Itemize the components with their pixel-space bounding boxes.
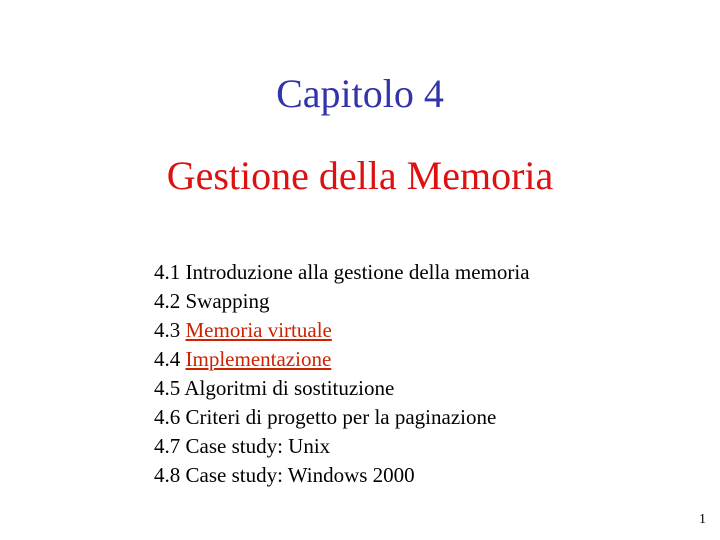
slide-title: Gestione della Memoria	[166, 153, 554, 198]
toc-item-4-7	[154, 432, 530, 461]
toc-number: 4.5	[154, 376, 181, 400]
toc-number: 4.2	[154, 289, 181, 313]
toc-text: Algoritmi di sostituzione	[184, 376, 395, 400]
toc-link-memoria-virtuale[interactable]: Memoria virtuale	[185, 318, 332, 342]
toc-number: 4.8	[154, 463, 181, 487]
toc-number: 4.1	[154, 260, 181, 284]
table-of-contents	[154, 258, 530, 490]
toc-item-4-3	[154, 316, 530, 345]
toc-text: Case study: Windows 2000	[185, 463, 415, 487]
toc-item-4-5	[154, 374, 530, 403]
toc-number: 4.6	[154, 405, 181, 429]
toc-number: 4.3	[154, 318, 181, 342]
page-number: 1	[699, 512, 706, 527]
toc-item-4-8	[154, 461, 530, 490]
toc-text: Introduzione alla gestione della memoria	[185, 260, 530, 284]
chapter-label: Capitolo 4	[276, 71, 444, 116]
toc-number: 4.4	[154, 347, 181, 371]
toc-item-4-6	[154, 403, 530, 432]
toc-link-implementazione[interactable]: Implementazione	[185, 347, 332, 371]
toc-text: Case study: Unix	[185, 434, 331, 458]
toc-item-4-1	[154, 258, 530, 287]
toc-text: Criteri di progetto per la paginazione	[185, 405, 497, 429]
toc-item-4-4	[154, 345, 530, 374]
toc-item-4-2	[154, 287, 530, 316]
toc-number: 4.7	[154, 434, 181, 458]
toc-text: Swapping	[185, 289, 270, 313]
